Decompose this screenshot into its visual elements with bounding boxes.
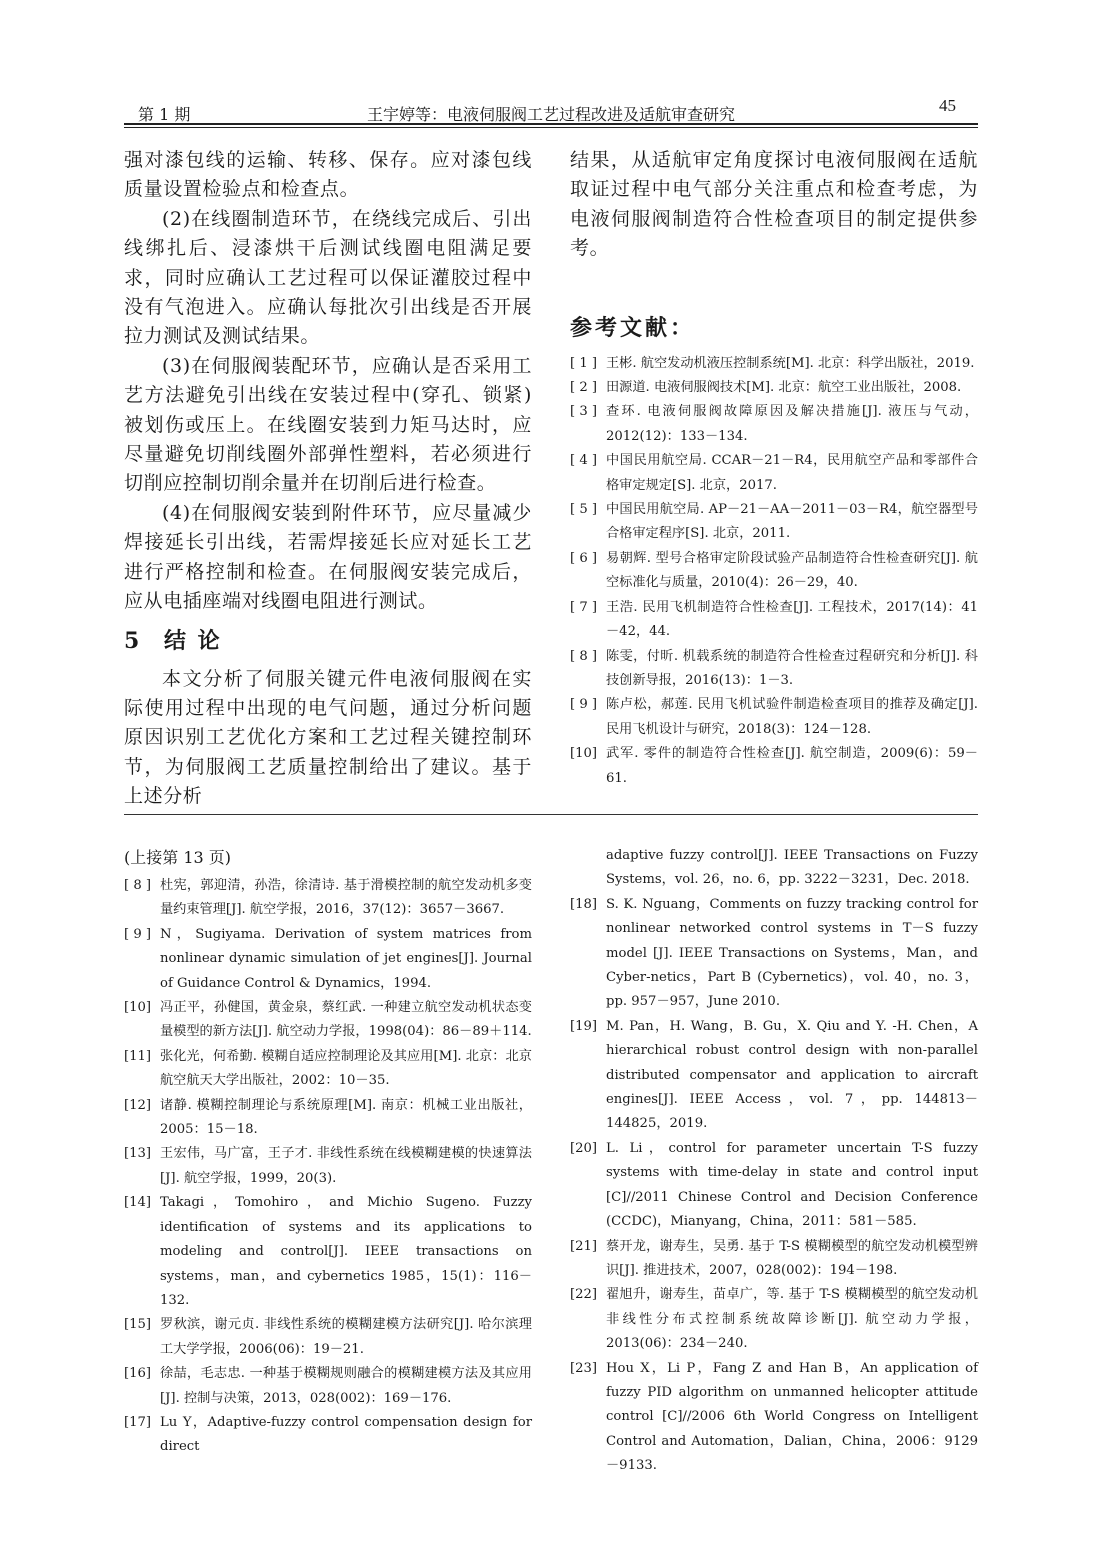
reference-item	[570, 1137, 978, 1235]
reference-item	[124, 1362, 532, 1411]
reference-number: [ 6 ]	[570, 550, 598, 566]
reference-number: [12]	[124, 1097, 152, 1113]
reference-list	[124, 874, 532, 1460]
reference-item	[570, 893, 978, 1015]
section-title: 结 论	[164, 627, 222, 654]
reference-number: [18]	[570, 896, 598, 912]
section-number: 5	[124, 627, 142, 654]
reference-number: [ 5 ]	[570, 502, 598, 518]
reference-number: [11]	[124, 1048, 152, 1064]
reference-list	[570, 844, 978, 1479]
reference-number: [ 4 ]	[570, 453, 598, 469]
reference-number: [21]	[570, 1238, 598, 1254]
running-title: 王宇婷等：电液伺服阀工艺过程改进及适航审查研究	[366, 105, 735, 124]
reference-text: Hou X，Li P，Fang Z and Han B，An application of fuzzy PID algorithm on unmanned helicopter attitude control [C]//2006 6th World Congress on Intelligent Control and Automation，Dalian，China，2006：9129－9133.	[606, 1360, 978, 1474]
body-paragraph: (2)在线圈制造环节，在绕线完成后、引出线绑扎后、浸漆烘干后测试线圈电阻满足要求，同时应确认工艺过程可以保证灌胶过程中没有气泡进入。应确认每批次引出线是否开展拉力测试及测试结果。	[124, 207, 532, 348]
reference-number: [19]	[570, 1018, 598, 1034]
reference-text: 田源道. 电液伺服阀技术[M]. 北京：航空工业出版社，2008.	[606, 380, 962, 396]
reference-number: [ 3 ]	[570, 404, 598, 420]
continuation-label: (上接第 13 页)	[124, 848, 232, 867]
left-column	[124, 146, 532, 812]
page-number: 45	[939, 96, 956, 115]
references-heading: 参考文献：	[570, 314, 696, 341]
reference-text: 冯正平，孙健国，黄金泉，蔡红武. 一种建立航空发动机状态变量模型的新方法[J]. 航空动力学报，1998(04)：86－89＋114.	[160, 1000, 532, 1040]
reference-text: M. Pan，H. Wang，B. Gu，X. Qiu and Y. -H. Chen，A hierarchical robust control design with non-parallel distributed compensator and application to aircraft engines[J]. IEEE Access，vol. 7，pp. 144813－144825，2019.	[606, 1018, 978, 1132]
reference-item	[570, 844, 978, 893]
reference-item	[570, 645, 978, 694]
reference-text: 杜宪，郭迎清，孙浩，徐清诗. 基于滑模控制的航空发动机多变量约束管理[J]. 航空学报，2016，37(12)：3657－3667.	[160, 878, 532, 918]
reference-number: [ 8 ]	[124, 878, 152, 893]
reference-text: 陈雯，付昕. 机载系统的制造符合性检查过程研究和分析[J]. 科技创新导报，2016(13)：1－3.	[606, 648, 978, 688]
reference-text: 中国民用航空局. AP－21－AA－2011－03－R4，航空器型号合格审定程序[S]. 北京，2011.	[606, 502, 978, 542]
reference-number: [ 8 ]	[570, 648, 598, 664]
reference-text: L. Li，control for parameter uncertain T-S fuzzy systems with time-delay in state and control input [C]//2011 Chinese Control and Decision Conference (CCDC)，Mianyang，China，2011：581－585.	[606, 1140, 978, 1230]
body-paragraph: (3)在伺服阀装配环节，应确认是否采用工艺方法避免引出线在安装过程中(穿孔、锁紧)被划伤或压上。在线圈安装到力矩马达时，应尽量避免切削线圈外部弹性塑料，若必须进行切削应控制切削余量并在切削后进行检查。	[124, 354, 532, 495]
reference-text: 陈卢松，郝莲. 民用飞机试验件制造检查项目的推荐及确定[J]. 民用飞机设计与研究，2018(3)：124－128.	[606, 697, 978, 737]
reference-item	[124, 1313, 532, 1362]
reference-number: [ 9 ]	[570, 697, 598, 713]
body-paragraph: 结果，从适航审定角度探讨电液伺服阀在适航取证过程中电气部分关注重点和检查考虑，为电液伺服阀制造符合性检查项目的制定提供参考。	[570, 149, 978, 260]
reference-text: 王宏伟，马广富，王子才. 非线性系统在线模糊建模的快速算法[J]. 航空学报，1999，20(3).	[160, 1146, 532, 1186]
reference-item	[570, 498, 978, 547]
reference-item	[570, 449, 978, 498]
reference-item	[570, 1015, 978, 1137]
reference-item	[570, 400, 978, 449]
reference-text: 徐喆，毛志忠. 一种基于模糊规则融合的模糊建模方法及其应用[J]. 控制与决策，2013，028(002)：169－176.	[160, 1366, 532, 1406]
reference-text: 蔡开龙，谢寿生，吴勇. 基于 T-S 模糊模型的航空发动机模型辨识[J]. 推进技术，2007，028(002)：194－198.	[606, 1238, 978, 1278]
reference-text: 武军. 零件的制造符合性检查[J]. 航空制造，2009(6)：59－61.	[606, 746, 978, 786]
reference-text: adaptive fuzzy control[J]. IEEE Transactions on Fuzzy Systems，vol. 26，no. 6，pp. 3222－3231，Dec. 2018.	[606, 848, 978, 888]
reference-number: [22]	[570, 1287, 598, 1303]
reference-item	[570, 693, 978, 742]
reference-text: Lu Y，Adaptive-fuzzy control compensation design for direct	[160, 1414, 532, 1455]
reference-text: 查环. 电液伺服阀故障原因及解决措施[J]. 液压与气动，2012(12)：133－134.	[606, 404, 978, 444]
reference-number: [16]	[124, 1366, 152, 1382]
reference-item	[124, 996, 532, 1045]
continuation-left	[124, 844, 532, 1460]
reference-text: Takagi，Tomohiro，and Michio Sugeno. Fuzzy identification of systems and its applications to modeling and control[J]. IEEE transactions on systems，man，and cybernetics 1985，15(1)：116－132.	[160, 1195, 532, 1308]
reference-number: [ 2 ]	[570, 380, 598, 396]
reference-text: 王浩. 民用飞机制造符合性检查[J]. 工程技术，2017(14)：41－42，44.	[606, 599, 978, 640]
reference-number: [23]	[570, 1360, 598, 1376]
reference-text: 中国民用航空局. CCAR－21－R4，民用航空产品和零部件合格审定规定[S]. 北京，2017.	[606, 453, 978, 493]
reference-number: [14]	[124, 1195, 152, 1211]
reference-item	[124, 874, 532, 923]
reference-number: [10]	[124, 1000, 152, 1016]
reference-text: 罗秋滨，谢元贞. 非线性系统的模糊建模方法研究[J]. 哈尔滨理工大学学报，2006(06)：19－21.	[160, 1317, 532, 1357]
reference-item	[570, 352, 978, 376]
reference-item	[570, 376, 978, 400]
reference-text: 翟旭升，谢寿生，苗卓广，等. 基于 T-S 模糊模型的航空发动机非线性分布式控制系统故障诊断[J]. 航空动力学报，2013(06)：234－240.	[606, 1287, 978, 1352]
body-paragraph: 强对漆包线的运输、转移、保存。应对漆包线质量设置检验点和检查点。	[124, 149, 532, 201]
reference-item	[124, 1191, 532, 1313]
reference-item	[570, 1357, 978, 1479]
reference-text: 诸静. 模糊控制理论与系统原理[M]. 南京：机械工业出版社，2005：15－18.	[160, 1097, 532, 1138]
reference-text: S. K. Nguang，Comments on fuzzy tracking control for nonlinear networked control systems in T－S fuzzy model [J]. IEEE Transactions on Systems，Man，and Cyber-netics，Part B (Cybernetics)，vol. 40，no. 3，pp. 957－957，June 2010.	[606, 896, 978, 1010]
reference-number: [20]	[570, 1140, 598, 1156]
reference-number: [15]	[124, 1317, 152, 1333]
reference-item	[570, 547, 978, 596]
reference-number: [10]	[570, 746, 598, 762]
reference-item	[124, 1411, 532, 1460]
body-paragraph: (4)在伺服阀安装到附件环节，应尽量减少焊接延长引出线，若需焊接延长应对延长工艺进行严格控制和检查。在伺服阀安装完成后，应从电插座端对线圈电阻进行测试。	[124, 501, 532, 613]
reference-item	[124, 1142, 532, 1191]
reference-number: [ 1 ]	[570, 355, 598, 371]
reference-item	[570, 1283, 978, 1356]
conclusion-paragraph: 本文分析了伺服关键元件电液伺服阀在实际使用过程中出现的电气问题，通过分析问题原因识别工艺优化方案和工艺过程关键控制环节，为伺服阀工艺质量控制给出了建议。基于上述分析	[124, 667, 532, 808]
reference-text: N，Sugiyama. Derivation of system matrices from nonlinear dynamic simulation of jet engines[J]. Journal of Guidance Control & Dynamics，1994.	[160, 926, 532, 991]
issue-number: 第 1 期	[138, 105, 191, 124]
reference-text: 易朝辉. 型号合格审定阶段试验产品制造符合性检查研究[J]. 航空标准化与质量，2010(4)：26－29，40.	[606, 550, 978, 591]
reference-number: [ 9 ]	[124, 926, 152, 942]
header-rule	[124, 123, 978, 128]
reference-item	[124, 1094, 532, 1143]
page-header	[124, 96, 978, 124]
continuation-right	[570, 844, 978, 1479]
reference-item	[124, 1045, 532, 1094]
reference-number: [13]	[124, 1146, 152, 1162]
section-divider	[124, 814, 978, 815]
section-heading	[124, 621, 532, 661]
right-column	[570, 146, 978, 791]
reference-text: 张化光，何希勤. 模糊自适应控制理论及其应用[M]. 北京：北京航空航天大学出版社，2002：10－35.	[160, 1048, 532, 1089]
reference-item	[124, 923, 532, 996]
reference-number: [ 7 ]	[570, 599, 598, 615]
reference-item	[570, 596, 978, 645]
reference-list	[570, 352, 978, 791]
reference-item	[570, 1235, 978, 1284]
reference-item	[570, 742, 978, 791]
reference-number: [17]	[124, 1414, 152, 1430]
reference-text: 王彬. 航空发动机液压控制系统[M]. 北京：科学出版社，2019.	[606, 355, 975, 371]
